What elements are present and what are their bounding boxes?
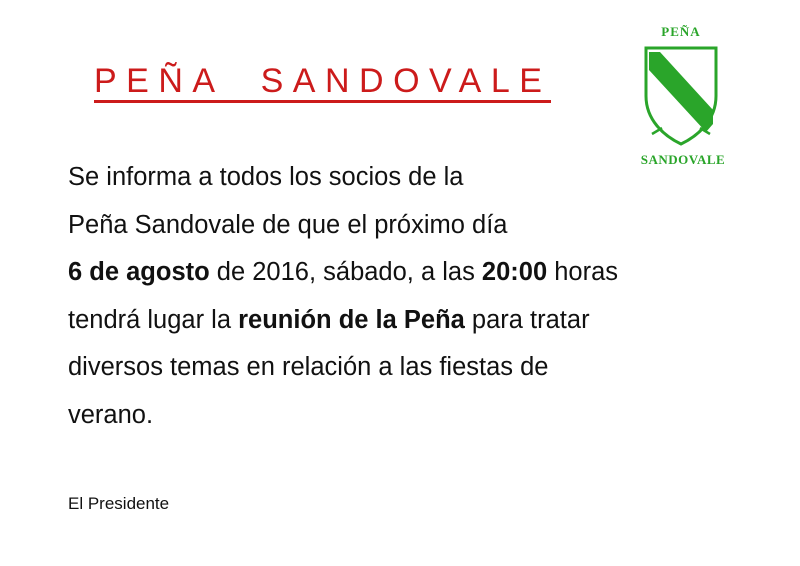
notice-line-5: diversos temas en relación a las fiestas de (68, 353, 549, 381)
page-title: PEÑA SANDOVALE (94, 62, 551, 103)
notice-line-2: Peña Sandovale de que el próximo día (68, 210, 508, 239)
notice-line-3 (68, 249, 708, 297)
meeting-date: 6 de agosto (68, 258, 210, 286)
notice-line-4-start: tendrá lugar la (68, 305, 239, 334)
notice-line-4-end: para tratar (464, 305, 590, 334)
pena-logo (616, 22, 746, 172)
notice-line-6: verano. (68, 400, 154, 429)
notice-line-4 (68, 297, 708, 345)
meeting-name: reunión de la Peña (238, 305, 465, 334)
meeting-time-suffix: horas (547, 258, 619, 286)
meeting-date-detail: de 2016, sábado, a las (209, 258, 482, 286)
shield-icon (640, 44, 722, 148)
notice-body (68, 154, 708, 439)
meeting-time: 20:00 (481, 258, 548, 286)
logo-bottom-text: SANDOVALE (640, 152, 726, 167)
logo-top-text: PEÑA (661, 24, 701, 39)
notice-line-1: Se informa a todos los socios de la (68, 163, 464, 191)
signature: El Presidente (68, 494, 170, 513)
